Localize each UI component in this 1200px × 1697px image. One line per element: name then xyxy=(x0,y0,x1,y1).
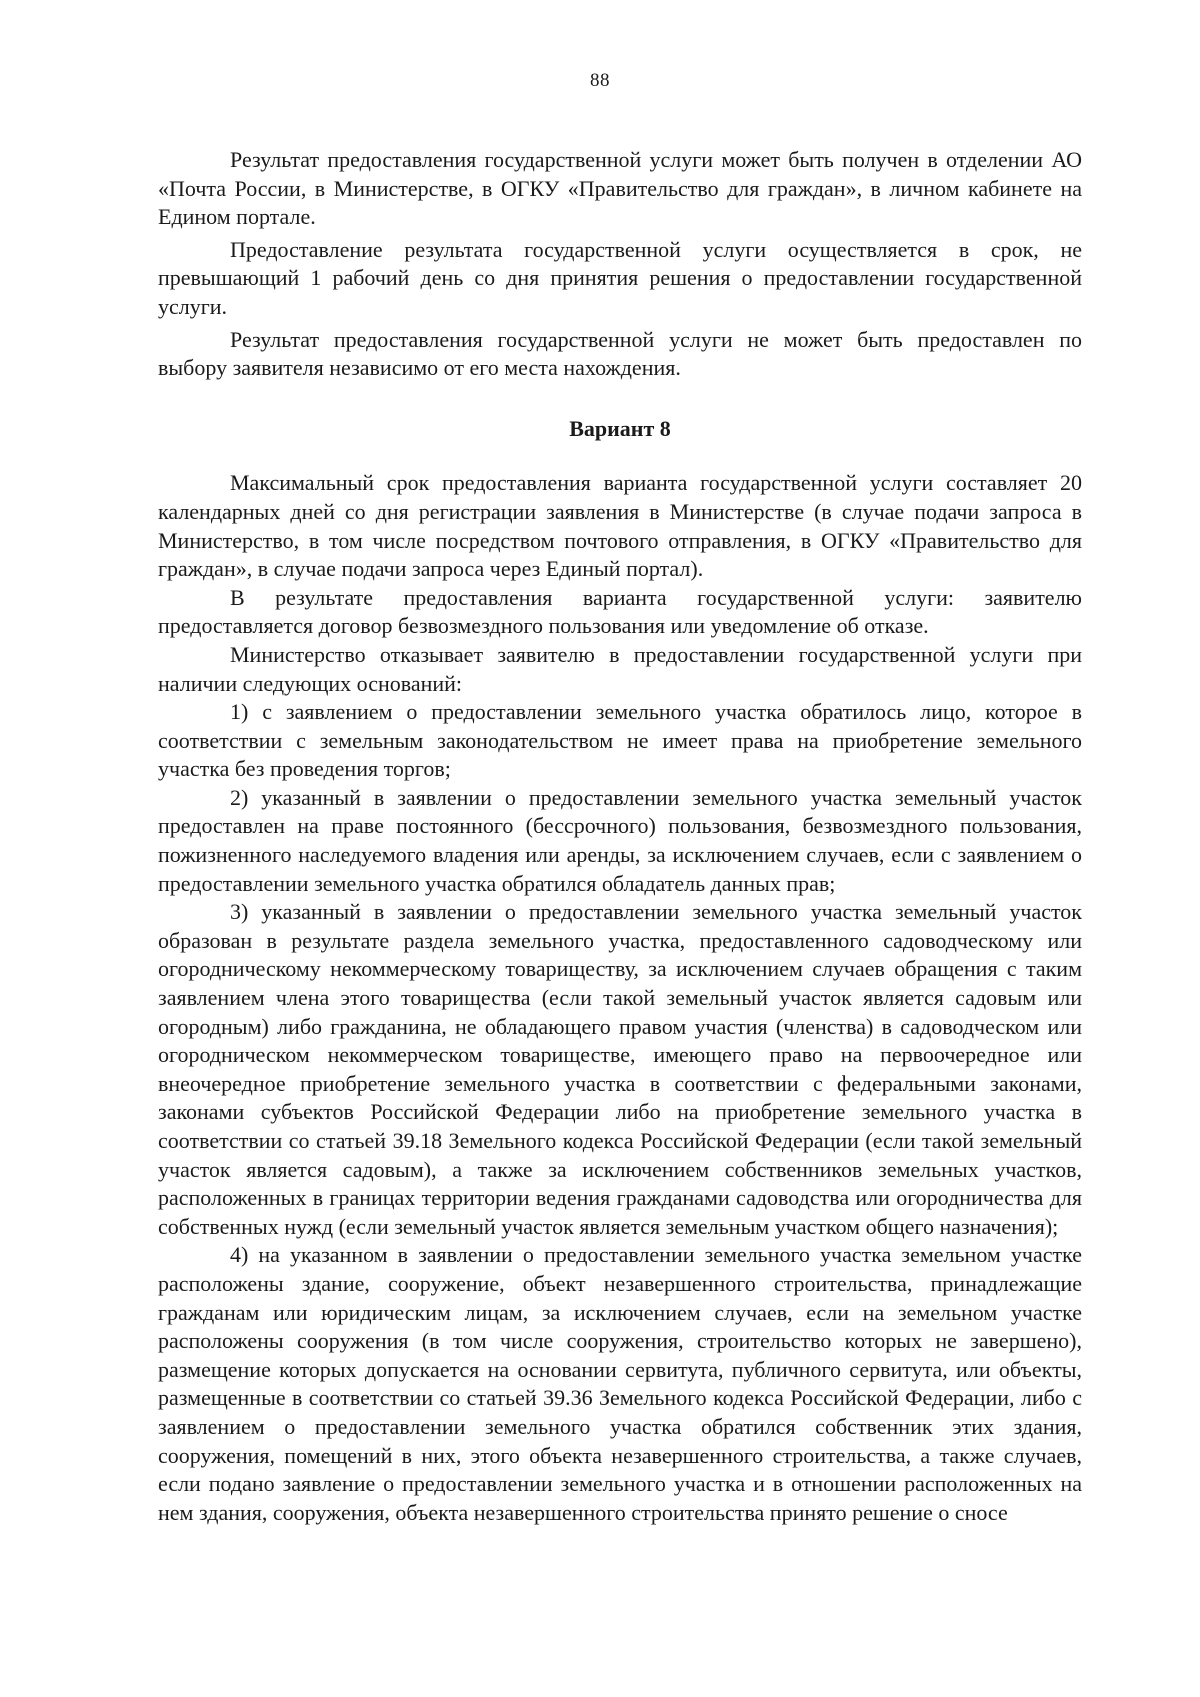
paragraph-refusal-grounds: Министерство отказывает заявителю в предоставлении государственной услуги при наличии следующих оснований: xyxy=(158,641,1082,696)
paragraph-result-term: Предоставление результата государственной услуги осуществляется в срок, не превышающий 1 рабочий день со дня принятия решения о предоставлении государственной услуги. xyxy=(158,236,1082,319)
list-item-ground-4: 4) на указанном в заявлении о предоставлении земельного участка земельном участке расположены здание, сооружение, объект незавершенного строительства, принадлежащие гражданам или юридическим лицам, за исключением случаев, если на земельном участке расположены сооружения (в том числе сооружения, строительство которых не завершено), размещение которых допускается на основании сервитута, публичного сервитута, или объекты, размещенные в соответствии со статьей 39.36 Земельного кодекса Российской Федерации, либо с заявлением о предоставлении земельного участка обратился собственник этих здания, сооружения, помещений в них, этого объекта незавершенного строительства, а также случаев, если подано заявление о предоставлении земельного участка и в отношении расположенных на нем здания, сооружения, объекта незавершенного строительства принято решение о сносе xyxy=(158,1242,1082,1525)
list-item-ground-3: 3) указанный в заявлении о предоставлении земельного участка земельный участок образован в результате раздела земельного участка, предоставленного садоводческому или огородническому некоммерческому товариществу, за исключением случаев обращения с таким заявлением члена этого товарищества (если такой земельный участок является садовым или огородным) либо гражданина, не обладающего правом участия (членства) в садоводческом или огородническом некоммерческом товариществе, имеющего право на первоочередное или внеочередное приобретение земельного участка в соответствии с федеральными законами, законами субъектов Российской Федерации либо на приобретение земельного участка в соответствии со статьей 39.18 Земельного кодекса Российской Федерации (если такой земельный участок является садовым), а также за исключением собственников земельных участков, расположенных в границах территории ведения гражданами садоводства или огородничества для собственных нужд (если земельный участок является земельным участком общего назначения); xyxy=(158,899,1082,1239)
section-heading: Вариант 8 xyxy=(569,415,671,441)
paragraph-result-receipt: Результат предоставления государственной услуги может быть получен в отделении АО «Почта России, в Министерстве, в ОГКУ «Правительство для граждан», в личном кабинете на Едином портале. xyxy=(158,147,1082,230)
list-item-ground-1: 1) с заявлением о предоставлении земельного участка обратилось лицо, которое в соответствии с земельным законодательством не имеет права на приобретение земельного участка без проведения торгов; xyxy=(158,699,1082,782)
paragraph-service-result: В результате предоставления варианта государственной услуги: заявителю предоставляется договор безвозмездного пользования или уведомление об отказе. xyxy=(158,584,1082,639)
document-body xyxy=(158,146,1082,1527)
list-item-ground-2: 2) указанный в заявлении о предоставлении земельного участка земельный участок предоставлен на праве постоянного (бессрочного) пользования, безвозмездного пользования, пожизненного наследуемого владения или аренды, за исключением случаев, если с заявлением о предоставлении земельного участка обратился обладатель данных прав; xyxy=(158,784,1082,896)
paragraph-result-location: Результат предоставления государственной услуги не может быть предоставлен по выбору заявителя независимо от его места нахождения. xyxy=(158,326,1082,381)
paragraph-max-term: Максимальный срок предоставления варианта государственной услуги составляет 20 календарных дней со дня регистрации заявления в Министерстве (в случае подачи запроса в Министерство, в том числе посредством почтового отправления, в ОГКУ «Правительство для граждан», в случае подачи запроса через Единый портал). xyxy=(158,470,1082,582)
page-number: 88 xyxy=(590,70,610,91)
